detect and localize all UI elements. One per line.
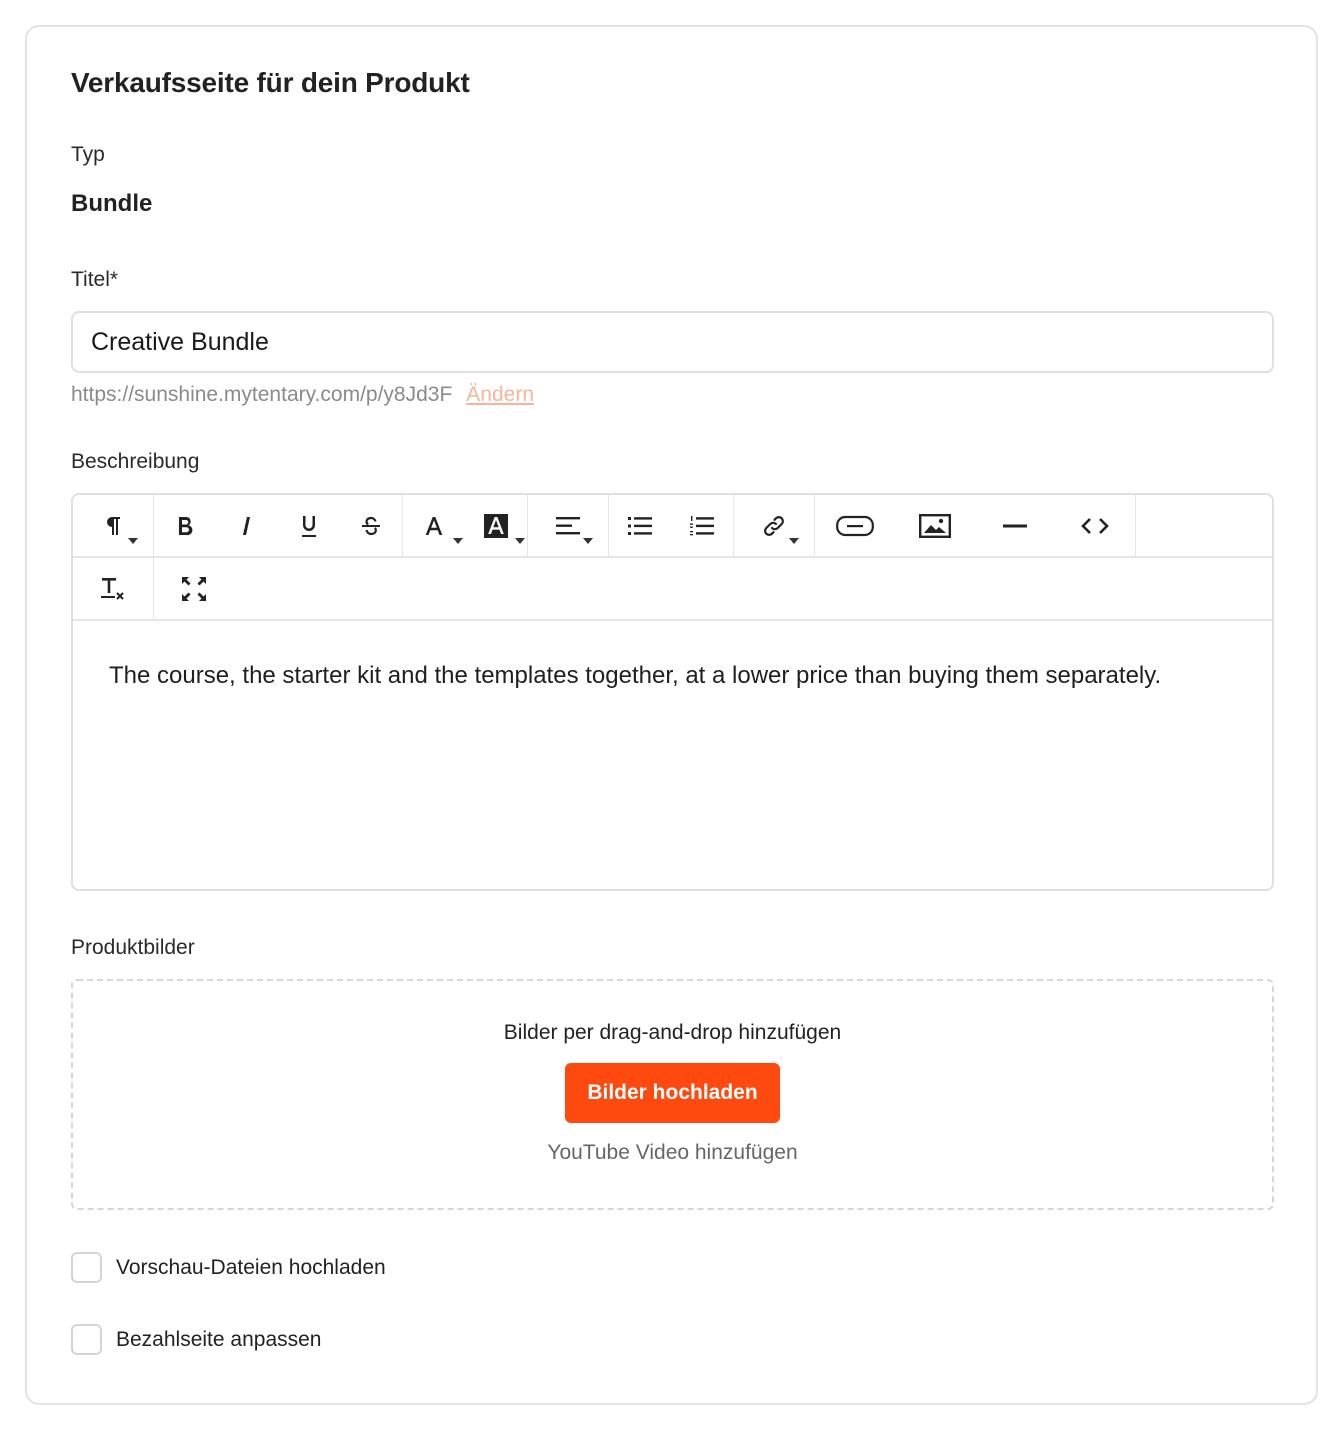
numbered-list-button[interactable] <box>671 495 733 556</box>
chevron-down-icon <box>789 538 799 544</box>
preview-files-checkbox[interactable] <box>71 1252 102 1283</box>
change-url-link[interactable]: Ändern <box>466 383 534 406</box>
font-color-button[interactable] <box>403 495 465 556</box>
toolbar-group-clear <box>73 558 154 619</box>
chevron-down-icon <box>583 538 593 544</box>
customize-checkout-label[interactable]: Bezahlseite anpassen <box>116 1327 322 1351</box>
image-dropzone[interactable] <box>71 979 1274 1210</box>
customize-checkout-checkbox[interactable] <box>71 1324 102 1355</box>
add-youtube-video-link[interactable]: YouTube Video hinzufügen <box>547 1141 798 1164</box>
chevron-down-icon <box>515 538 525 544</box>
preview-files-label[interactable]: Vorschau-Dateien hochladen <box>116 1255 386 1279</box>
chevron-down-icon <box>453 538 463 544</box>
bold-icon <box>176 515 194 537</box>
product-url-row <box>71 383 534 407</box>
underline-button[interactable] <box>278 495 340 556</box>
preview-files-option <box>71 1252 386 1283</box>
strikethrough-icon <box>360 515 382 537</box>
rich-text-editor <box>71 493 1274 891</box>
code-view-button[interactable] <box>1055 495 1135 556</box>
chevron-down-icon <box>128 538 138 544</box>
toolbar-group-paragraph <box>73 495 154 556</box>
bullet-list-button[interactable] <box>609 495 671 556</box>
numbered-list-icon <box>690 516 714 536</box>
title-label: Titel* <box>71 268 119 291</box>
product-images-label: Produktbilder <box>71 936 195 959</box>
type-value: Bundle <box>71 190 153 217</box>
editor-content[interactable]: The course, the starter kit and the templates together, at a lower price than buying them separately. <box>109 662 1162 689</box>
italic-button[interactable] <box>216 495 278 556</box>
highlight-color-icon <box>484 514 508 538</box>
button-icon <box>836 515 874 537</box>
editor-toolbar-row-1 <box>73 495 1272 558</box>
toolbar-group-insert <box>815 495 1136 556</box>
toolbar-group-align <box>528 495 609 556</box>
upload-images-button[interactable]: Bilder hochladen <box>565 1063 780 1123</box>
horizontal-rule-icon <box>1003 523 1027 529</box>
title-input[interactable] <box>71 311 1274 373</box>
horizontal-rule-button[interactable] <box>975 495 1055 556</box>
fullscreen-icon <box>181 576 207 602</box>
description-label: Beschreibung <box>71 450 200 473</box>
editor-toolbar-row-2 <box>73 558 1272 621</box>
insert-button-button[interactable] <box>815 495 895 556</box>
font-color-icon <box>424 515 444 537</box>
strikethrough-button[interactable] <box>340 495 402 556</box>
underline-icon <box>299 514 319 538</box>
toolbar-group-text-style <box>154 495 403 556</box>
highlight-color-button[interactable] <box>465 495 527 556</box>
paragraph-icon <box>103 515 123 537</box>
toolbar-group-link <box>734 495 815 556</box>
clear-format-button[interactable] <box>73 558 153 619</box>
link-button[interactable] <box>734 495 814 556</box>
italic-icon <box>239 515 255 537</box>
insert-image-button[interactable] <box>895 495 975 556</box>
customize-checkout-option <box>71 1324 321 1355</box>
page-title: Verkaufsseite für dein Produkt <box>71 67 470 98</box>
product-url: https://sunshine.mytentary.com/p/y8Jd3F <box>71 383 453 406</box>
toolbar-group-colors <box>403 495 528 556</box>
bold-button[interactable] <box>154 495 216 556</box>
code-view-icon <box>1081 516 1109 536</box>
align-button[interactable] <box>528 495 608 556</box>
toolbar-group-lists <box>609 495 734 556</box>
dropzone-text: Bilder per drag-and-drop hinzufügen <box>503 1021 842 1044</box>
align-icon <box>556 516 580 536</box>
link-icon <box>762 514 786 538</box>
image-icon <box>919 514 951 538</box>
product-sales-page-card <box>25 25 1318 1405</box>
paragraph-format-button[interactable] <box>73 495 153 556</box>
clear-format-icon <box>100 576 126 602</box>
bullet-list-icon <box>628 516 652 536</box>
fullscreen-button[interactable] <box>154 558 234 619</box>
type-label: Typ <box>71 143 105 166</box>
